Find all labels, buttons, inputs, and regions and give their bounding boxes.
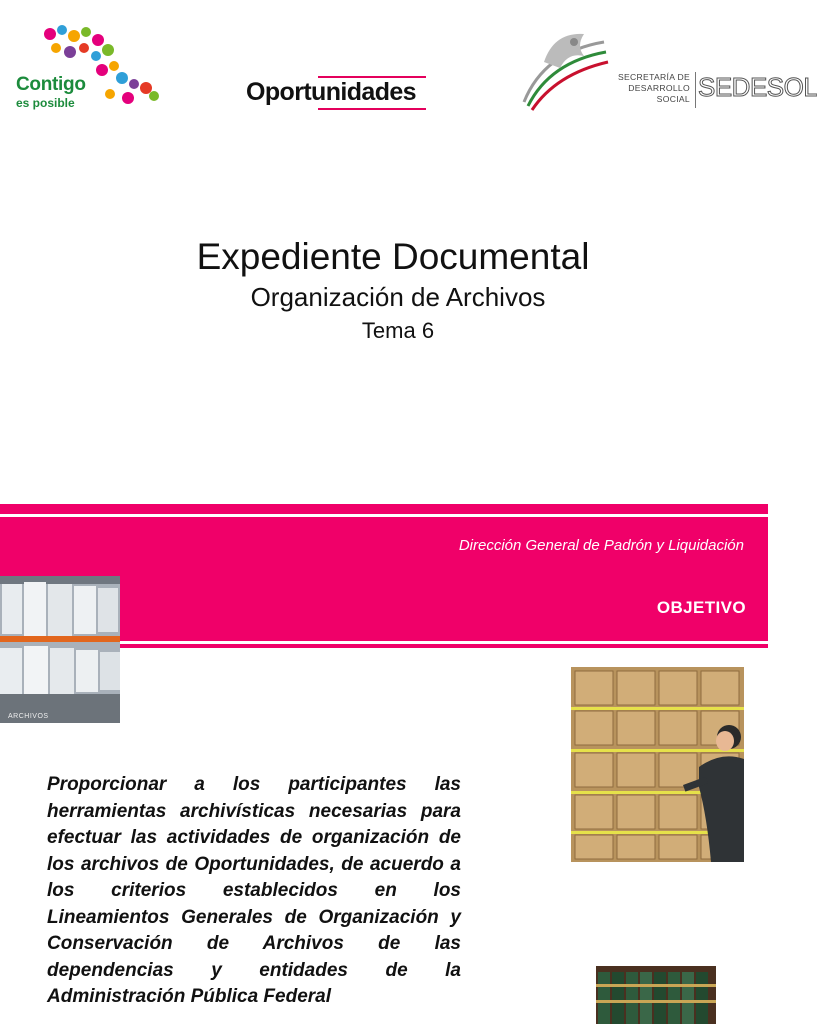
archive-books-photo <box>596 966 716 1024</box>
contigo-subtitle: es posible <box>16 96 75 110</box>
archive-boxes-image <box>571 667 744 862</box>
objective-paragraph: Proporcionar a los participantes las herramientas archivísticas necesarias para efectuar las actividades de organización de los archivos de Oportunidades, de acuerdo a los criterios establecidos en los Lineamientos Generales de Organización y Conservación de Archivos de las dependencias y entidades de la Administración Pública Federal <box>47 774 461 1007</box>
oportunidades-bottom-line <box>318 108 426 110</box>
oportunidades-logo: Oportunidades <box>246 78 416 106</box>
eagle-emblem-icon <box>514 22 610 114</box>
sedesol-line-3: SOCIAL <box>656 94 690 104</box>
slide-title: Expediente Documental <box>196 236 590 277</box>
sedesol-separator <box>695 72 696 108</box>
contigo-es-posible-logo <box>10 22 170 114</box>
band-top-stripe <box>0 514 768 517</box>
sedesol-line-1: SECRETARÍA DE <box>617 72 690 82</box>
sedesol-secretaria-text <box>612 72 690 105</box>
objetivo-heading: OBJETIVO <box>656 598 746 617</box>
sedesol-logo <box>514 22 817 114</box>
archivos-caption: ARCHIVOS <box>8 713 49 720</box>
sedesol-line-2: DESARROLLO <box>628 83 690 93</box>
archive-books-image <box>596 966 716 1024</box>
slide-subtitle: Organización de Archivos <box>250 282 546 312</box>
direccion-general-text: Dirección General de Padrón y Liquidación <box>458 537 744 554</box>
sedesol-wordmark: SEDESOL <box>698 72 817 102</box>
contigo-word: Contigo <box>16 74 86 95</box>
archive-shelves-photo <box>0 576 120 723</box>
archive-shelves-image <box>0 576 120 723</box>
slide-tema: Tema 6 <box>361 318 435 343</box>
archive-boxes-photo <box>571 667 744 862</box>
